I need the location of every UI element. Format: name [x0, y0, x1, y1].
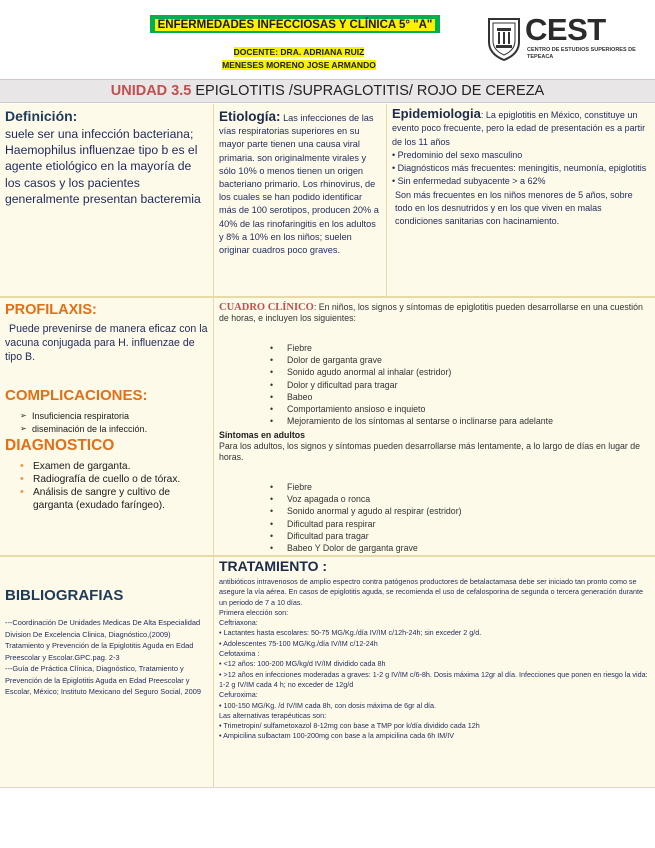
treatment-line: • Lactantes hasta escolares: 50-75 MG/Kg./día IV/IM c/12h-24h; sin exceder 2 g/d.: [219, 628, 482, 638]
list-item: • Dificultad para tragar: [270, 530, 650, 542]
prophylaxis-title: PROFILAXIS:: [5, 302, 97, 318]
adult-symptoms-title: Síntomas en adultos: [219, 430, 306, 440]
epidemiology-item: • Sin enfermedad subyacente > a 62%: [392, 176, 546, 187]
treatment-line: • <12 años: 100-200 MG/kg/d IV/IM dividido cada 8h: [219, 659, 386, 669]
treatment-line: Ceftriaxona:: [219, 618, 258, 628]
definition-body: suele ser una infección bacteriana; Haemophilus influenzae tipo b es el agente etiológico en la mayoría de los casos y los pacientes generalmente presentan bacteremia: [5, 127, 201, 206]
treatment-line: • 100-150 MG/Kg. /d IV/IM cada 8h, con dosis máxima de 6gr al día.: [219, 700, 437, 710]
children-symptoms-list: [270, 342, 650, 427]
complications-title: COMPLICACIONES:: [5, 387, 148, 404]
bibliography-title: BIBLIOGRAFIAS: [5, 587, 124, 604]
treatment-title: TRATAMIENTO :: [219, 558, 328, 574]
bibliography-entry: ---Coordinación De Unidades Medicas De Alta Especialidad Division De Excelencia Clinica, Diagnóstico,(2009) Tratamiento y Prevención de la Epiglotitis Aguda en Edad Preescolar y Escolar.GPC.pag. 2-3: [5, 618, 201, 662]
treatment-line: • Adolescentes 75-100 MG/Kg./día IV/IM c/12-24h: [219, 638, 378, 648]
epidemiology-intro: : La epiglotitis en México, constituye un evento poco frecuente, pero la edad de presentación es a partir de los 11 años: [392, 110, 646, 147]
definition-title: Definición:: [5, 108, 78, 124]
teacher-text: DOCENTE: DRA. ADRIANA RUIZ: [233, 47, 365, 57]
unit-header: [0, 79, 655, 103]
etiology-body: Las infecciones de las vías respiratorias superiores en su mayor parte tienen una causa viral primaria. son originalmente virales y sólo 10% o menos tienen un origen bacteriano primario. Los rhinovirus, de los cuales se han podido identificar más de 100 serotipos, producen 20% a 40% de las rinofaringitis en los adultos y 8% a 10% en los niños; suelen originar cuadros poco graves.: [219, 113, 379, 256]
epidemiology-item: • Predominio del sexo masculino: [392, 149, 523, 160]
list-item: • Dificultad para respirar: [270, 518, 650, 530]
student-text: MENESES MORENO JOSE ARMANDO: [222, 60, 376, 70]
list-item: • Comportamiento ansioso e inquieto: [270, 403, 650, 415]
bibliography-body: [5, 617, 210, 698]
cest-logo: [485, 14, 645, 64]
logo-subtitle: CENTRO DE ESTUDIOS SUPERIORES DE TEPEACA: [527, 47, 636, 60]
row-divider: [0, 787, 655, 788]
etiology-section: [219, 110, 379, 257]
etiology-title: Etiología:: [219, 109, 281, 124]
adult-symptoms-intro: Para los adultos, los signos y síntomas pueden desarrollarse más lentamente, a lo largo de días en lugar de horas.: [219, 441, 641, 463]
treatment-line: Cefuroxima:: [219, 690, 258, 700]
treatment-line: • Ampicilina sulbactam 100-200mg con base a la ampicilina cada 6h IM/IV: [219, 731, 455, 741]
clinical-picture-intro-text: : En niños, los signos y síntomas de epiglotitis pueden desarrollarse en una cuestión de horas, e incluyen los siguientes:: [219, 302, 643, 324]
complications-list: [20, 410, 210, 435]
treatment-body: [219, 577, 651, 742]
treatment-line: Primera elección son:: [219, 607, 289, 617]
list-item: ➢ Insuficiencia respiratoria: [20, 410, 210, 423]
prophylaxis-body: Puede prevenirse de manera eficaz con la vacuna conjugada para H. influenzae de tipo B.: [5, 323, 208, 363]
list-item: • Sonido anormal y agudo al respirar (estridor): [270, 505, 650, 517]
clinical-picture-title: CUADRO CLÍNICO: [219, 302, 314, 313]
diagnosis-list: [20, 460, 212, 512]
treatment-line: • >12 años en infecciones moderadas a graves: 1-2 g IV/IM c/6-8h. Dosis máxima 12gr al día. Infecciones que ponen en riesgo la vida: 1-2 g IV/IM cada 4 h; no exceder de 12g/d: [219, 669, 648, 689]
column-divider: [213, 104, 214, 787]
list-item: • Mejoramiento de los síntomas al sentarse o inclinarse para adelante: [270, 415, 650, 427]
crest-icon: [485, 16, 523, 62]
epidemiology-section: [392, 107, 650, 229]
list-item: • Examen de garganta.: [20, 460, 212, 473]
column-divider: [386, 104, 387, 296]
teacher-label: [214, 47, 384, 58]
treatment-line: Cefotaxima :: [219, 649, 260, 659]
list-item: • Babeo Y Dolor de garganta grave: [270, 542, 650, 554]
list-item: ➢ diseminación de la infección.: [20, 423, 210, 436]
adult-symptoms-list: [270, 481, 650, 554]
row-divider: [0, 555, 655, 557]
list-item: • Fiebre: [270, 342, 650, 354]
list-item: • Voz apagada o ronca: [270, 493, 650, 505]
student-label: [212, 60, 386, 71]
list-item: • Babeo: [270, 391, 650, 403]
document-title: [150, 15, 440, 33]
row-divider: [0, 296, 655, 298]
epidemiology-item: • Diagnósticos más frecuentes: meningitis, neumonía, epiglotitis: [392, 163, 647, 174]
clinical-picture-intro: [219, 302, 651, 324]
list-item: • Dolor y dificultad para tragar: [270, 379, 650, 391]
list-item: • Sonido agudo anormal al inhalar (estridor): [270, 366, 650, 378]
unit-topic: EPIGLOTITIS /SUPRAGLOTITIS/ ROJO DE CEREZA: [195, 83, 545, 99]
list-item: • Radiografía de cuello o de tórax.: [20, 473, 212, 486]
treatment-line: • Trimetropin/ sulfametoxazol 8-12mg con base a TMP por k/día dividido cada 12h: [219, 721, 480, 731]
treatment-line: antibióticos intravenosos de amplio espectro contra patógenos productores de betalactamasa debe ser iniciado tan pronto como se asegure la vía aérea. En casos de epiglotitis aguda, se recomienda el uso de cefalosporina de segunda o tercera generación durante un periodo de 7 a 10 días.: [219, 577, 643, 607]
unit-label: UNIDAD 3.5: [110, 83, 192, 99]
list-item: • Fiebre: [270, 481, 650, 493]
document-title-text: ENFERMEDADES INFECCIOSAS Y CLÍNICA 5° "A": [155, 19, 436, 31]
list-item: • Dolor de garganta grave: [270, 354, 650, 366]
bibliography-entry: ---Guía de Práctica Clínica, Diagnóstico, Tratamiento y Prevención de la Epiglotitis Aguda en Edad Preescolar y Escolar, México; Instituto Mexicano del Seguro Social, 2009: [5, 664, 201, 696]
diagnosis-title: DIAGNOSTICO: [5, 437, 115, 454]
epidemiology-closing: Son más frecuentes en los niños menores de 5 años, sobre todo en los desnutridos y en los que viven en malas condiciones sanitarias con hacinamiento.: [395, 189, 633, 227]
treatment-line: Las alternativas terapéuticas son:: [219, 710, 327, 720]
list-item: • Análisis de sangre y cultivo de garganta (exudado faríngeo).: [20, 486, 212, 512]
epidemiology-title: Epidemiologia: [392, 106, 481, 121]
logo-name: CEST: [525, 12, 606, 47]
